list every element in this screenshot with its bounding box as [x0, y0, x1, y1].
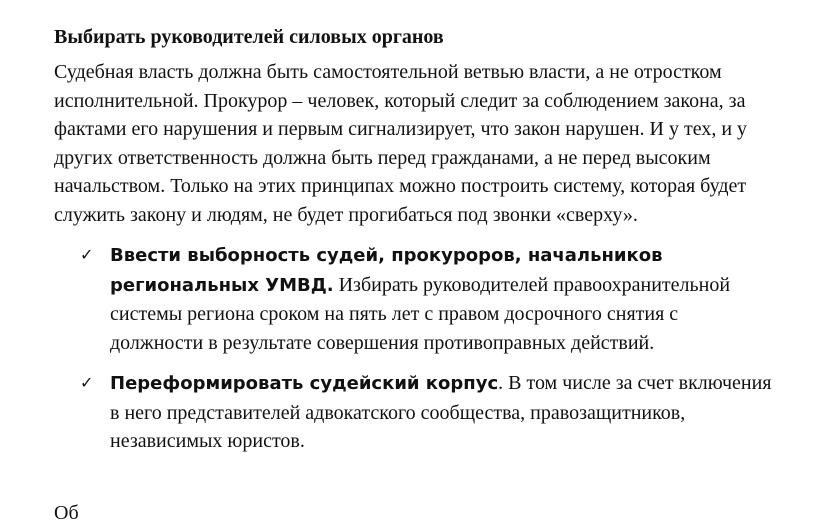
list-item-text: Избирать руководителей правоохранительной системы региона сроком на пять лет с правом досрочного снятия с должности в результате совершения противоправных действий.	[110, 273, 731, 354]
checklist	[54, 241, 774, 456]
section-heading: Выбирать руководителей силовых органов	[54, 26, 444, 48]
checkmark-icon: ✓	[80, 245, 94, 264]
list-item	[54, 369, 774, 456]
section-paragraph: Судебная власть должна быть самостоятельной ветвью власти, а не отростком исполнительной. Прокурор – человек, который следит за соблюдением закона, за фактами его нарушения и первым сигнализирует, что закон нарушен. И у тех, и у других ответственность должна быть перед гражданами, а не перед высоким начальством. Только на этих принципах можно построить систему, которая будет служить закону и людям, не будет прогибаться под звонки «сверху».	[54, 61, 748, 226]
checkmark-icon: ✓	[80, 373, 94, 392]
next-line-partial: Об	[54, 502, 79, 524]
list-item-text: . В том числе за счет включения в него представителей адвокатского сообщества, правозащитников, независимых юристов.	[110, 372, 772, 452]
list-item-lead: Переформировать судейский корпус	[110, 373, 499, 394]
list-item	[54, 241, 774, 357]
list-item-lead: Ввести выборность судей, прокуроров, начальников региональных УМВД.	[110, 245, 663, 296]
document-page	[54, 24, 774, 468]
